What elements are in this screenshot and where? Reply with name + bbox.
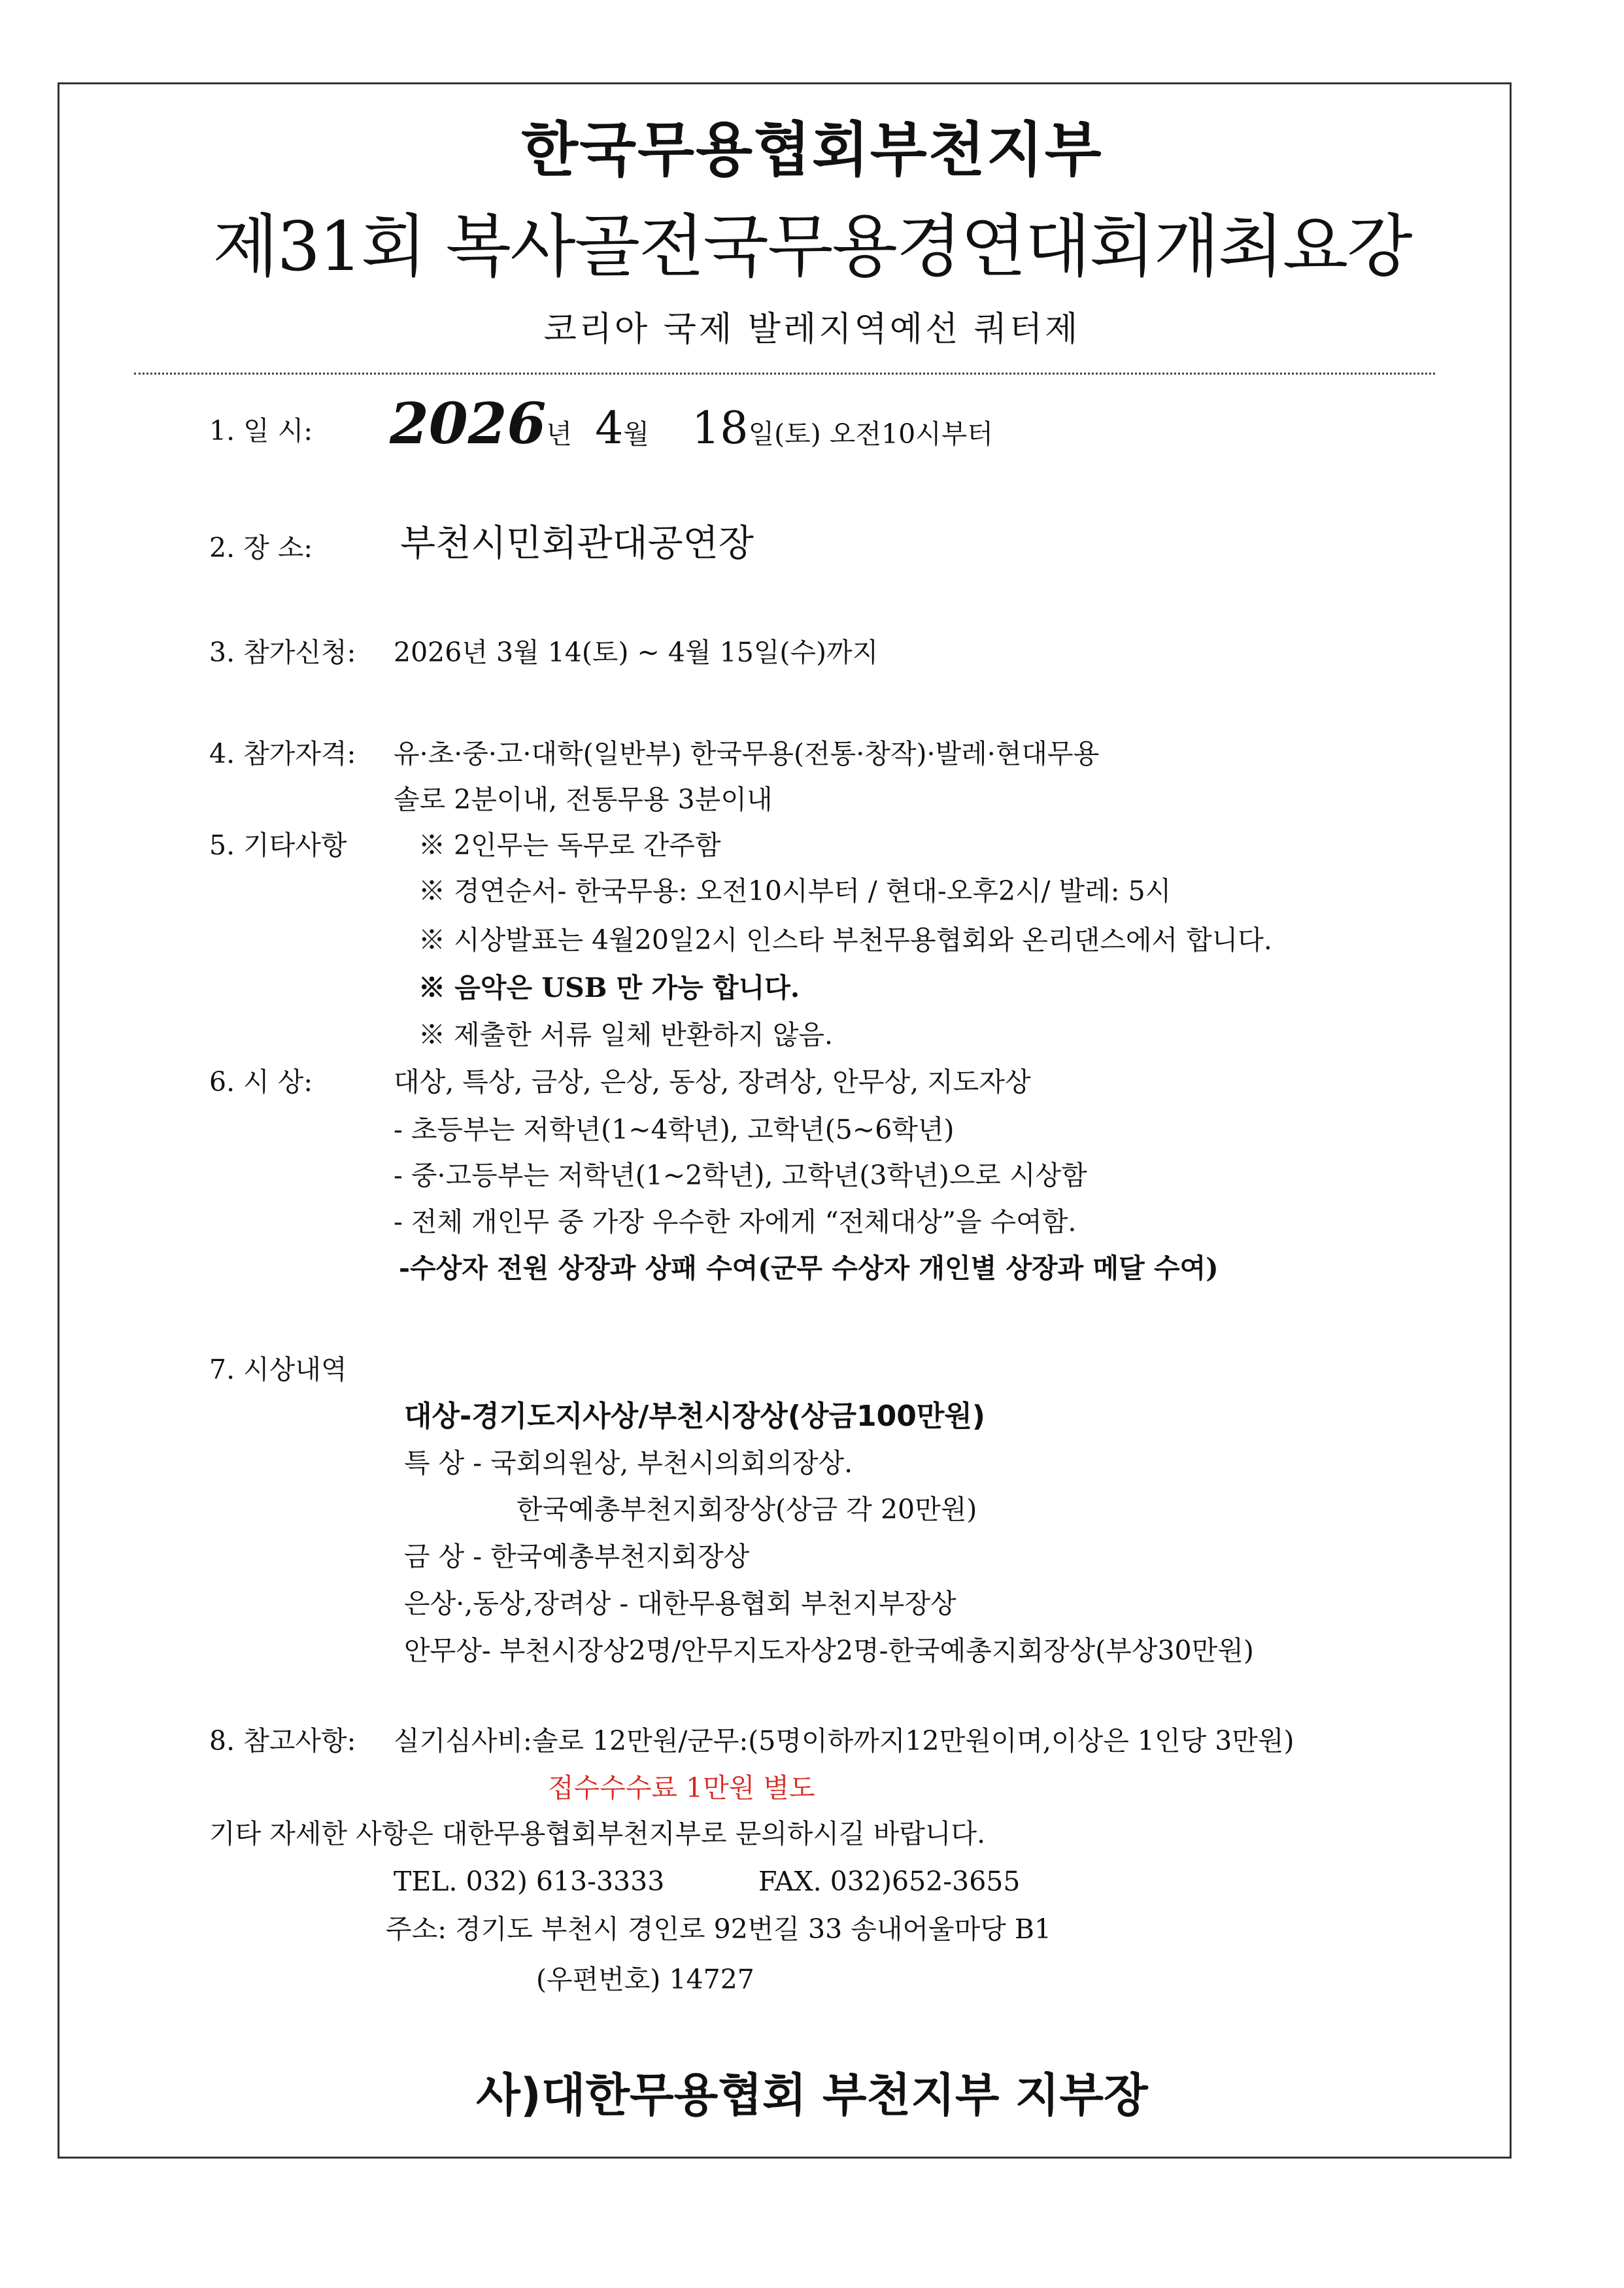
awards-line4: - 전체 개인무 중 가장 우수한 자에게 “전체대상”을 수여함. xyxy=(394,1206,1077,1237)
awards-line2: - 초등부는 저학년(1~4학년), 고학년(5~6학년) xyxy=(394,1114,955,1145)
etc-line-3: ※ 시상발표는 4월20일2시 인스타 부천무용협회와 온리댄스에서 합니다. xyxy=(418,924,1272,956)
notes-fee: 실기심사비:솔로 12만원/군무:(5명이하까지12만원이며,이상은 1인당 3만원) xyxy=(394,1725,1294,1757)
notes-extra-fee: 접수수수료 1만원 별도 xyxy=(548,1772,815,1804)
date-year: 2026 xyxy=(390,391,547,457)
etc-line-4: ※ 음악은 USB 만 가능 합니다. xyxy=(418,972,800,1003)
signature: 사)대한무용협회 부천지부 지부장 xyxy=(476,2068,1148,2122)
apply-label: 3. 참가신청: xyxy=(209,637,356,668)
notes-zip: (우편번호) 14727 xyxy=(536,1964,754,1995)
apply-value: 2026년 3월 14(토) ~ 4월 15일(수)까지 xyxy=(394,637,879,668)
notes-tel: TEL. 032) 613-3333 xyxy=(394,1866,665,1897)
qualify-label: 4. 참가자격: xyxy=(209,738,356,769)
qualify-line2: 솔로 2분이내, 전통무용 3분이내 xyxy=(394,784,773,815)
date-day-rest: 일(토) 오전10시부터 xyxy=(748,418,993,450)
notes-inquiry: 기타 자세한 사항은 대한무용협회부천지부로 문의하시길 바랍니다. xyxy=(209,1818,986,1849)
date-value xyxy=(390,392,993,457)
date-day: 18 xyxy=(692,403,749,454)
prize-choreo: 안무상- 부천시장상2명/안무지도자상2명-한국예총지회장상(부상30만원) xyxy=(404,1635,1254,1666)
prize-special-1: 특 상 - 국회의원상, 부천시의회의장상. xyxy=(404,1447,853,1479)
document-subtitle: 코리아 국제 발레지역예선 쿼터제 xyxy=(543,310,1081,349)
prizes-label: 7. 시상내역 xyxy=(209,1354,347,1385)
date-month-unit: 월 xyxy=(623,418,649,450)
awards-label: 6. 시 상: xyxy=(209,1066,313,1098)
date-year-unit: 년 xyxy=(546,418,572,450)
prize-gold: 금 상 - 한국예총부천지회장상 xyxy=(404,1541,750,1572)
awards-line3: - 중·고등부는 저학년(1~2학년), 고학년(3학년)으로 시상함 xyxy=(394,1160,1087,1191)
etc-label: 5. 기타사항 xyxy=(209,830,347,861)
date-month: 4 xyxy=(595,403,624,454)
etc-line-2: ※ 경연순서- 한국무용: 오전10시부터 / 현대-오후2시/ 발레: 5시 xyxy=(418,875,1172,907)
notes-address: 주소: 경기도 부천시 경인로 92번길 33 송내어울마당 B1 xyxy=(386,1913,1052,1945)
awards-line5: -수상자 전원 상장과 상패 수여(군무 수상자 개인별 상장과 메달 수여) xyxy=(399,1253,1219,1284)
etc-line-1: ※ 2인무는 독무로 간주함 xyxy=(418,830,721,861)
prize-special-2: 한국예총부천지회장상(상금 각 20만원) xyxy=(516,1494,977,1525)
awards-line1: 대상, 특상, 금상, 은상, 동상, 장려상, 안무상, 지도자상 xyxy=(394,1066,1031,1098)
divider xyxy=(134,373,1435,375)
org-name: 한국무용협회부천지부 xyxy=(521,115,1103,184)
document-title: 제31회 복사골전국무용경연대회개최요강 xyxy=(212,207,1412,286)
prize-grand: 대상-경기도지사상/부천시장상(상금100만원) xyxy=(404,1400,985,1433)
qualify-line1: 유·초·중·고·대학(일반부) 한국무용(전통·창작)·발레·현대무용 xyxy=(394,738,1100,769)
prize-silver: 은상·,동상,장려상 - 대한무용협회 부천지부장상 xyxy=(404,1588,956,1619)
notes-fax: FAX. 032)652-3655 xyxy=(758,1866,1021,1897)
date-label: 1. 일 시: xyxy=(209,415,313,446)
venue-label: 2. 장 소: xyxy=(209,532,313,564)
etc-line-5: ※ 제출한 서류 일체 반환하지 않음. xyxy=(418,1019,834,1051)
venue-value: 부천시민회관대공연장 xyxy=(400,522,754,565)
notes-label: 8. 참고사항: xyxy=(209,1725,356,1757)
